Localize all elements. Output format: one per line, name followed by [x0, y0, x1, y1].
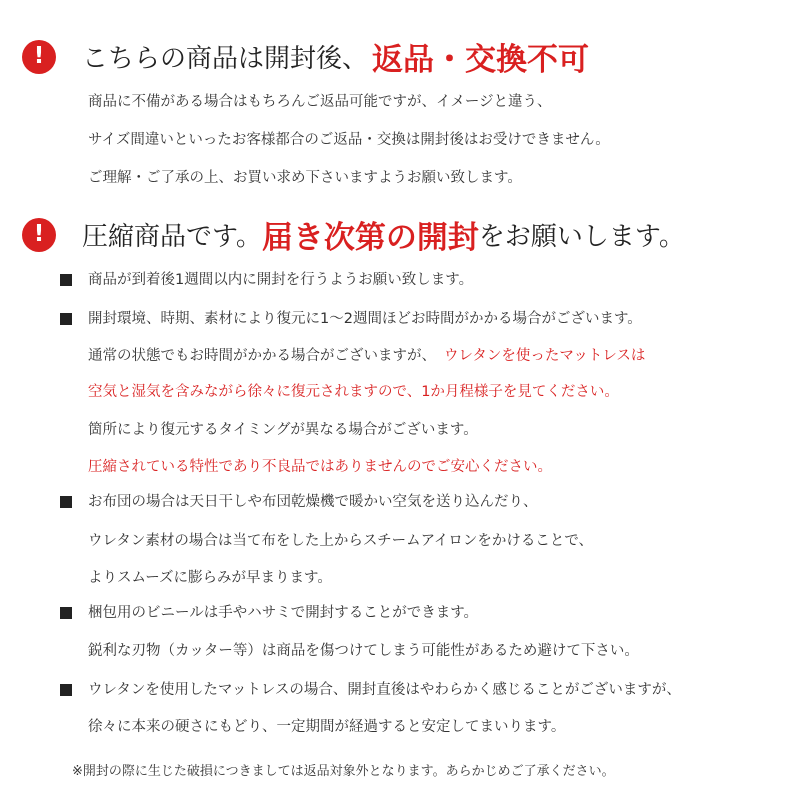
bullet2-line5: 圧縮されている特性であり不良品ではありませんのでご安心ください。	[88, 459, 552, 475]
section1-line: ご理解・ご了承の上、お買い求め下さいますようお願い致します。	[88, 170, 522, 186]
bullet5-line: ウレタンを使用したマットレスの場合、開封直後はやわらかく感じることがございますが、	[88, 682, 681, 698]
section2-heading	[22, 212, 685, 257]
section1-line: サイズ間違いといったお客様都合のご返品・交換は開封後はお受けできません。	[88, 132, 610, 148]
bullet2-line2-red: ウレタンを使ったマットレスは	[444, 348, 646, 364]
bullet2-line4: 箇所により復元するタイミングが異なる場合がございます。	[88, 422, 478, 438]
bullet2-line1: 開封環境、時期、素材により復元に1〜2週間ほどお時間がかかる場合がございます。	[88, 311, 642, 327]
footnote: ※開封の際に生じた破損につきましては返品対象外となります。あらかじめご了承ください。	[72, 764, 615, 779]
section1-heading-plain: こちらの商品は開封後、	[82, 44, 369, 74]
section1-heading	[22, 34, 589, 79]
section1-line: 商品に不備がある場合はもちろんご返品可能ですが、イメージと違う、	[88, 94, 552, 110]
bullet-square	[60, 496, 72, 508]
section2-heading-emphasis: 届き次第の開封	[261, 220, 479, 256]
bullet2-line3: 空気と湿気を含みながら徐々に復元されますので、1か月程様子を見てください。	[88, 384, 619, 400]
bullet2-line2-plain: 通常の状態でもお時間がかかる場合がございますが、	[88, 348, 436, 364]
bullet3-line: お布団の場合は天日干しや布団乾燥機で暖かい空気を送り込んだり、	[88, 494, 538, 510]
bullet-square	[60, 607, 72, 619]
bullet-square	[60, 313, 72, 325]
bullet-square	[60, 274, 72, 286]
bullet3-line: よりスムーズに膨らみが早まります。	[88, 570, 332, 586]
bullet1-text: 商品が到着後1週間以内に開封を行うようお願い致します。	[88, 272, 474, 288]
section2-heading-pre: 圧縮商品です。	[82, 222, 262, 252]
bullet-square	[60, 684, 72, 696]
exclamation-icon: !	[22, 218, 56, 252]
exclamation-icon: !	[22, 40, 56, 74]
bullet4-line: 梱包用のビニールは手やハサミで開封することができます。	[88, 605, 479, 621]
section1-heading-emphasis: 返品・交換不可	[372, 42, 590, 78]
bullet4-line: 鋭利な刃物（カッター等）は商品を傷つけてしまう可能性があるため避けて下さい。	[88, 643, 639, 659]
section2-heading-post: をお願いします。	[478, 222, 685, 252]
bullet3-line: ウレタン素材の場合は当て布をした上からスチームアイロンをかけることで、	[88, 533, 594, 549]
bullet2-line2	[88, 346, 645, 366]
bullet5-line: 徐々に本来の硬さにもどり、一定期間が経過すると安定してまいります。	[88, 719, 566, 735]
